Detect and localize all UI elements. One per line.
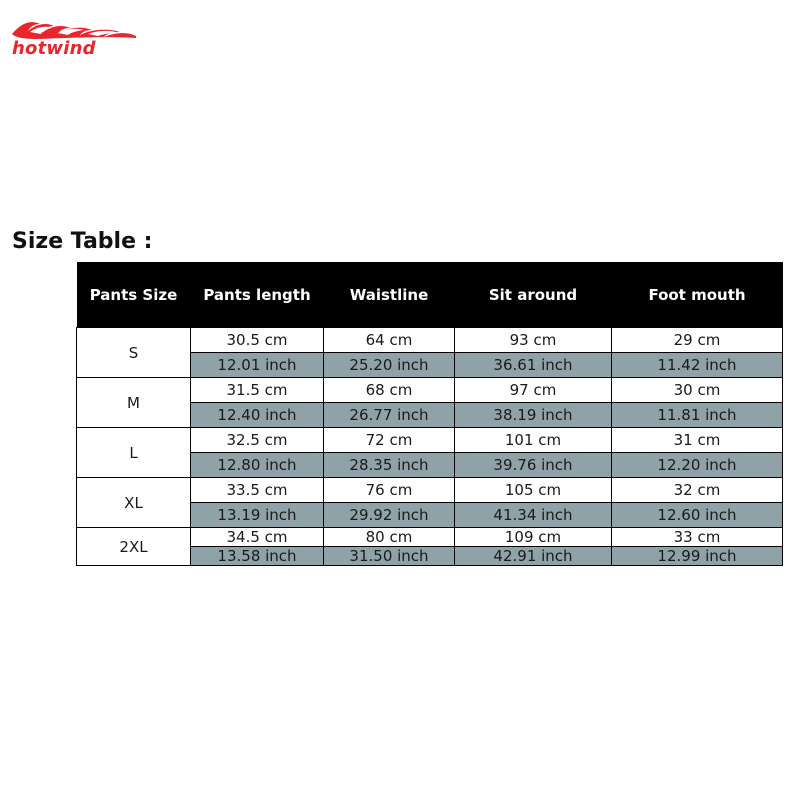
- cell-pants-length-cm: 33.5 cm: [191, 478, 324, 503]
- cell-foot-mouth-cm: 33 cm: [612, 528, 783, 547]
- cell-sit-around-inch: 41.34 inch: [455, 503, 612, 528]
- cell-pants-length-cm: 30.5 cm: [191, 328, 324, 353]
- cell-foot-mouth-inch: 11.42 inch: [612, 353, 783, 378]
- cell-foot-mouth-cm: 32 cm: [612, 478, 783, 503]
- cell-sit-around-cm: 109 cm: [455, 528, 612, 547]
- cell-waistline-cm: 76 cm: [324, 478, 455, 503]
- cell-pants-length-cm: 34.5 cm: [191, 528, 324, 547]
- brand-name: hotwind: [12, 38, 96, 59]
- cell-waistline-cm: 64 cm: [324, 328, 455, 353]
- table-row-cm: [77, 478, 783, 503]
- cell-waistline-cm: 72 cm: [324, 428, 455, 453]
- cell-pants-length-inch: 13.58 inch: [191, 547, 324, 566]
- size-table: [76, 262, 783, 566]
- size-label: 2XL: [77, 528, 191, 566]
- header-sit-around: Sit around: [455, 262, 612, 328]
- cell-foot-mouth-inch: 12.60 inch: [612, 503, 783, 528]
- cell-waistline-cm: 68 cm: [324, 378, 455, 403]
- cell-sit-around-inch: 38.19 inch: [455, 403, 612, 428]
- cell-sit-around-inch: 39.76 inch: [455, 453, 612, 478]
- table-row-cm: [77, 328, 783, 353]
- cell-sit-around-inch: 36.61 inch: [455, 353, 612, 378]
- size-label: L: [77, 428, 191, 478]
- cell-pants-length-cm: 31.5 cm: [191, 378, 324, 403]
- cell-pants-length-inch: 12.40 inch: [191, 403, 324, 428]
- cell-foot-mouth-inch: 11.81 inch: [612, 403, 783, 428]
- cell-sit-around-cm: 97 cm: [455, 378, 612, 403]
- header-waistline: Waistline: [324, 262, 455, 328]
- header-pants-size: Pants Size: [77, 262, 191, 328]
- cell-foot-mouth-inch: 12.99 inch: [612, 547, 783, 566]
- cell-pants-length-cm: 32.5 cm: [191, 428, 324, 453]
- cell-pants-length-inch: 13.19 inch: [191, 503, 324, 528]
- header-foot-mouth: Foot mouth: [612, 262, 783, 328]
- cell-waistline-inch: 25.20 inch: [324, 353, 455, 378]
- table-row-cm: [77, 528, 783, 547]
- size-label: XL: [77, 478, 191, 528]
- size-label: S: [77, 328, 191, 378]
- cell-waistline-inch: 31.50 inch: [324, 547, 455, 566]
- page-title: Size Table :: [12, 229, 153, 254]
- table-row-cm: [77, 378, 783, 403]
- cell-sit-around-cm: 105 cm: [455, 478, 612, 503]
- cell-sit-around-inch: 42.91 inch: [455, 547, 612, 566]
- cell-foot-mouth-cm: 31 cm: [612, 428, 783, 453]
- cell-waistline-cm: 80 cm: [324, 528, 455, 547]
- cell-foot-mouth-inch: 12.20 inch: [612, 453, 783, 478]
- cell-foot-mouth-cm: 29 cm: [612, 328, 783, 353]
- table-row-cm: [77, 428, 783, 453]
- cell-waistline-inch: 26.77 inch: [324, 403, 455, 428]
- cell-pants-length-inch: 12.80 inch: [191, 453, 324, 478]
- cell-pants-length-inch: 12.01 inch: [191, 353, 324, 378]
- cell-foot-mouth-cm: 30 cm: [612, 378, 783, 403]
- cell-waistline-inch: 29.92 inch: [324, 503, 455, 528]
- header-pants-length: Pants length: [191, 262, 324, 328]
- cell-sit-around-cm: 101 cm: [455, 428, 612, 453]
- cell-sit-around-cm: 93 cm: [455, 328, 612, 353]
- table-header-row: [77, 262, 783, 328]
- size-table-container: [76, 262, 782, 566]
- cell-waistline-inch: 28.35 inch: [324, 453, 455, 478]
- size-label: M: [77, 378, 191, 428]
